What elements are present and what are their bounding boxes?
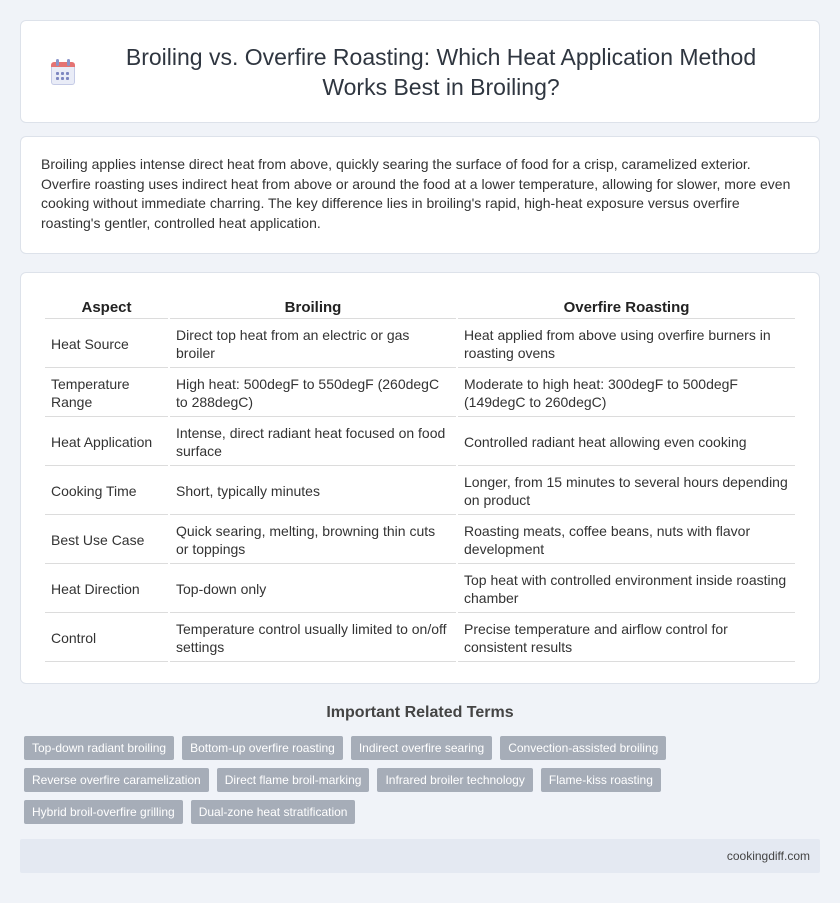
intro-card xyxy=(20,136,820,254)
footer xyxy=(20,839,820,873)
row-overfire: Longer, from 15 minutes to several hours depending on product xyxy=(458,468,795,515)
table-header-row xyxy=(45,295,795,319)
row-overfire: Roasting meats, coffee beans, nuts with flavor development xyxy=(458,517,795,564)
table-row xyxy=(45,468,795,515)
header-broiling: Broiling xyxy=(170,295,456,319)
row-broiling: Direct top heat from an electric or gas broiler xyxy=(170,321,456,368)
related-term-tag[interactable]: Flame-kiss roasting xyxy=(541,768,661,792)
related-terms-list xyxy=(24,736,824,824)
row-broiling: Short, typically minutes xyxy=(170,468,456,515)
row-aspect: Heat Application xyxy=(45,419,168,466)
related-term-tag[interactable]: Dual-zone heat stratification xyxy=(191,800,356,824)
row-aspect: Heat Source xyxy=(45,321,168,368)
related-terms-title: Important Related Terms xyxy=(326,704,514,721)
row-broiling: Quick searing, melting, browning thin cuts or toppings xyxy=(170,517,456,564)
table-row xyxy=(45,517,795,564)
table-row xyxy=(45,419,795,466)
related-term-tag[interactable]: Infrared broiler technology xyxy=(377,768,532,792)
table-row xyxy=(45,615,795,662)
row-broiling: Intense, direct radiant heat focused on food surface xyxy=(170,419,456,466)
related-term-tag[interactable]: Convection-assisted broiling xyxy=(500,736,666,760)
title-wrap xyxy=(21,42,819,102)
row-aspect: Temperature Range xyxy=(45,370,168,417)
row-overfire: Precise temperature and airflow control for consistent results xyxy=(458,615,795,662)
title-card xyxy=(20,20,820,123)
header-aspect: Aspect xyxy=(45,295,168,319)
row-aspect: Cooking Time xyxy=(45,468,168,515)
row-broiling: High heat: 500degF to 550degF (260degC to 288degC) xyxy=(170,370,456,417)
intro-text: Broiling applies intense direct heat from above, quickly searing the surface of food for a crisp, caramelized exterior. Overfire roasting uses indirect heat from above or around the food at a lower temperature, allowing for slower, more even cooking without immediate charring. The key difference lies in broiling's rapid, high-heat exposure versus overfire roasting's gentler, controlled heat application. xyxy=(41,156,791,231)
row-aspect: Heat Direction xyxy=(45,566,168,613)
row-overfire: Top heat with controlled environment inside roasting chamber xyxy=(458,566,795,613)
row-aspect: Control xyxy=(45,615,168,662)
comparison-table-card xyxy=(20,272,820,684)
related-term-tag[interactable]: Top-down radiant broiling xyxy=(24,736,174,760)
row-overfire: Controlled radiant heat allowing even cooking xyxy=(458,419,795,466)
page-title: Broiling vs. Overfire Roasting: Which Heat Application Method Works Best in Broiling? xyxy=(125,43,757,100)
row-overfire: Moderate to high heat: 300degF to 500degF (149degC to 260degC) xyxy=(458,370,795,417)
row-broiling: Temperature control usually limited to on/off settings xyxy=(170,615,456,662)
related-term-tag[interactable]: Reverse overfire caramelization xyxy=(24,768,209,792)
row-overfire: Heat applied from above using overfire burners in roasting ovens xyxy=(458,321,795,368)
table-row xyxy=(45,370,795,417)
table-row xyxy=(45,321,795,368)
row-broiling: Top-down only xyxy=(170,566,456,613)
related-term-tag[interactable]: Direct flame broil-marking xyxy=(217,768,370,792)
footer-site[interactable]: cookingdiff.com xyxy=(726,849,810,863)
row-aspect: Best Use Case xyxy=(45,517,168,564)
calendar-icon xyxy=(51,59,75,85)
related-term-tag[interactable]: Bottom-up overfire roasting xyxy=(182,736,343,760)
comparison-table xyxy=(43,293,797,664)
related-term-tag[interactable]: Indirect overfire searing xyxy=(351,736,492,760)
related-term-tag[interactable]: Hybrid broil-overfire grilling xyxy=(24,800,183,824)
table-row xyxy=(45,566,795,613)
header-overfire-roasting: Overfire Roasting xyxy=(458,295,795,319)
